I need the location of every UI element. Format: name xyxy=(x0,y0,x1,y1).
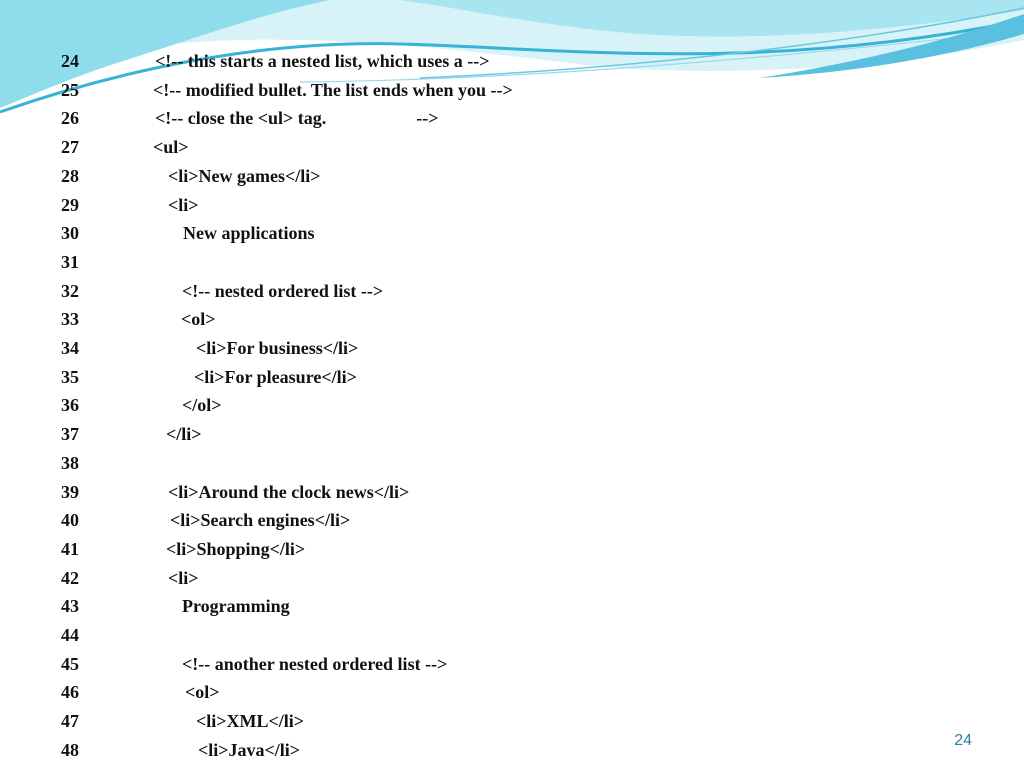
code-line xyxy=(0,248,1000,276)
code-line xyxy=(0,736,1000,764)
line-code: <ol> xyxy=(181,309,216,330)
line-code: <li>Search engines</li> xyxy=(170,510,351,531)
code-line xyxy=(0,162,1000,190)
line-number: 29 xyxy=(61,194,79,215)
line-code: <li> xyxy=(168,567,199,588)
line-code: <!-- another nested ordered list --> xyxy=(182,653,448,674)
line-code: <ol> xyxy=(185,682,220,703)
line-number: 25 xyxy=(61,79,79,100)
line-code: <li>New games</li> xyxy=(168,165,321,186)
line-code: <li>For pleasure</li> xyxy=(194,366,357,387)
code-line xyxy=(0,191,1000,219)
line-number: 24 xyxy=(61,51,79,71)
line-number: 38 xyxy=(61,452,79,473)
code-line xyxy=(0,104,1000,132)
line-code: <!-- this starts a nested list, which uses a --> xyxy=(155,51,490,71)
code-line xyxy=(0,391,1000,419)
code-line xyxy=(0,650,1000,678)
code-line xyxy=(0,535,1000,563)
code-line xyxy=(0,219,1000,247)
code-line xyxy=(0,707,1000,735)
line-code: <!-- modified bullet. The list ends when you --> xyxy=(153,79,513,100)
code-line xyxy=(0,449,1000,477)
code-line xyxy=(0,47,1000,75)
line-number: 30 xyxy=(61,223,79,244)
line-number: 44 xyxy=(61,625,79,645)
line-code: <li>For business</li> xyxy=(196,338,359,358)
line-number: 34 xyxy=(61,338,79,358)
line-number: 48 xyxy=(61,739,79,760)
code-line xyxy=(0,277,1000,305)
line-number: 36 xyxy=(61,395,79,416)
line-number: 47 xyxy=(61,711,79,732)
line-number: 46 xyxy=(61,682,79,703)
line-code: <li>Around the clock news</li> xyxy=(168,481,410,502)
line-number: 31 xyxy=(61,251,79,272)
code-line xyxy=(0,506,1000,534)
line-code: </li> xyxy=(166,424,202,445)
line-number: 27 xyxy=(61,137,79,158)
code-line xyxy=(0,133,1000,161)
line-code: <!-- nested ordered list --> xyxy=(182,280,384,301)
line-number: 35 xyxy=(61,366,79,387)
code-line xyxy=(0,478,1000,506)
code-line xyxy=(0,592,1000,620)
page-number: 24 xyxy=(954,732,972,749)
line-code: <li>XML</li> xyxy=(196,711,305,732)
line-code: <li> xyxy=(168,194,199,215)
code-line xyxy=(0,678,1000,706)
line-code: Programming xyxy=(182,596,290,617)
code-line xyxy=(0,76,1000,104)
line-number: 40 xyxy=(61,510,79,531)
code-line xyxy=(0,363,1000,391)
line-code: <!-- close the <ul> tag. --> xyxy=(155,108,439,129)
line-code: </ol> xyxy=(182,395,222,416)
line-code: <li>Java</li> xyxy=(198,739,301,760)
line-number: 45 xyxy=(61,653,79,674)
line-number: 32 xyxy=(61,280,79,301)
line-code: New applications xyxy=(183,223,315,244)
line-number: 33 xyxy=(61,309,79,330)
code-line xyxy=(0,420,1000,448)
line-number: 42 xyxy=(61,567,79,588)
line-code: <ul> xyxy=(153,137,189,158)
line-number: 43 xyxy=(61,596,79,617)
line-code: <li>Shopping</li> xyxy=(166,538,306,559)
line-number: 37 xyxy=(61,424,79,445)
line-number: 26 xyxy=(61,108,79,129)
code-line xyxy=(0,621,1000,649)
code-line xyxy=(0,564,1000,592)
code-line xyxy=(0,305,1000,333)
line-number: 41 xyxy=(61,538,79,559)
line-number: 39 xyxy=(61,481,79,502)
line-number: 28 xyxy=(61,165,79,186)
code-line xyxy=(0,334,1000,362)
